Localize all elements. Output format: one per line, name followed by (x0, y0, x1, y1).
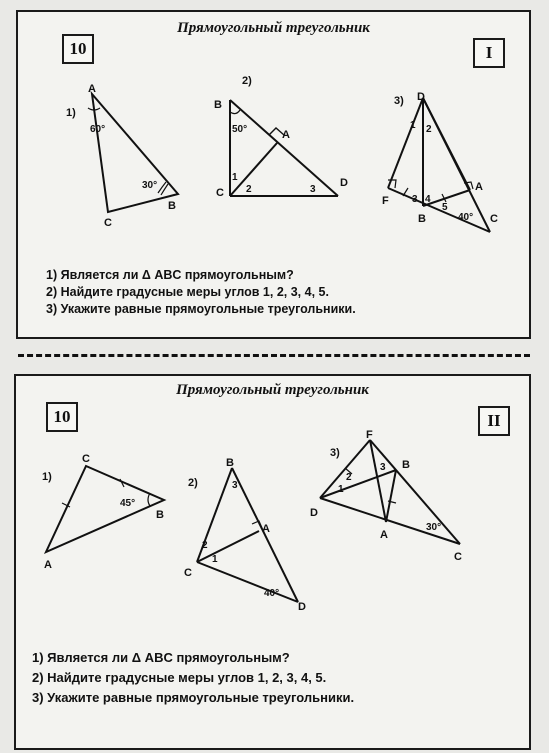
angle-value: 30° (426, 522, 442, 533)
question-2: 2) Найдите градусные меры углов 1, 2, 3, 4, 5. (46, 285, 329, 299)
figure-2-triangle (184, 457, 306, 613)
label-C: C (104, 217, 112, 229)
angle-1: 1 (232, 172, 238, 183)
figure-1-triangle (42, 453, 164, 571)
questions-list (32, 648, 354, 708)
figure-3-marker: 3) (330, 447, 340, 459)
cut-line-divider (18, 354, 530, 357)
label-C: C (490, 213, 498, 225)
figure-2-marker: 2) (242, 75, 252, 87)
angle-2: 2 (426, 124, 432, 135)
card-title: Прямоугольный треугольник (176, 382, 369, 398)
card-variant-1 (16, 10, 531, 339)
label-B: B (214, 99, 222, 111)
figure-3-diagram (310, 429, 462, 563)
angle-B-value: 30° (142, 180, 158, 191)
angle-2: 2 (346, 472, 352, 483)
label-D: D (310, 507, 318, 519)
angle-value: 45° (120, 498, 136, 509)
label-B: B (402, 459, 410, 471)
label-C: C (454, 551, 462, 563)
figure-2-triangle (214, 75, 348, 199)
angle-1: 1 (338, 484, 344, 495)
label-A: A (88, 83, 96, 95)
variant-box: I (473, 38, 505, 68)
variant-box: II (478, 406, 510, 436)
angle-value: 40° (458, 212, 474, 223)
questions-list (46, 267, 356, 318)
label-F: F (382, 195, 389, 207)
label-D: D (340, 177, 348, 189)
angle-3: 3 (380, 462, 386, 473)
figure-2-marker: 2) (188, 477, 198, 489)
label-D: D (298, 601, 306, 613)
task-number-box: 10 (46, 402, 78, 432)
label-C: C (216, 187, 224, 199)
label-B: B (156, 509, 164, 521)
task-number-box: 10 (62, 34, 94, 64)
label-D: D (417, 91, 425, 103)
angle-5: 5 (442, 202, 448, 213)
label-B: B (226, 457, 234, 469)
question-2: 2) Найдите градусные меры углов 1, 2, 3, 4, 5. (32, 670, 327, 685)
figure-1-marker: 1) (42, 471, 52, 483)
label-A: A (44, 559, 52, 571)
label-C: C (82, 453, 90, 465)
angle-1: 1 (212, 554, 218, 565)
label-A: A (380, 529, 388, 541)
angle-2: 2 (246, 184, 252, 195)
angle-3: 3 (412, 194, 418, 205)
label-F: F (366, 429, 373, 441)
angle-1: 1 (410, 120, 416, 131)
question-3: 3) Укажите равные прямоугольные треугольники. (32, 690, 355, 705)
question-3: 3) Укажите равные прямоугольные треугольники. (46, 302, 356, 316)
card-title: Прямоугольный треугольник (177, 20, 370, 36)
angle-3: 3 (232, 480, 238, 491)
angle-4: 4 (425, 194, 431, 205)
figure-3-marker: 3) (394, 95, 404, 107)
label-C: C (184, 567, 192, 579)
label-B: B (168, 200, 176, 212)
angle-A-value: 60° (90, 124, 106, 135)
label-A: A (262, 523, 270, 535)
angle-value: 40° (264, 588, 280, 599)
question-1: 1) Является ли Δ ABC прямоугольным? (46, 268, 294, 282)
angle-2: 2 (202, 540, 208, 551)
card-variant-2 (14, 374, 531, 750)
figure-3-diagram (382, 91, 498, 232)
label-A: A (282, 129, 290, 141)
angle-3: 3 (310, 184, 316, 195)
label-A: A (475, 181, 483, 193)
label-B: B (418, 213, 426, 225)
angle-value: 50° (232, 124, 248, 135)
question-1: 1) Является ли Δ ABC прямоугольным? (32, 650, 290, 665)
figure-1-triangle (66, 83, 178, 229)
figure-1-marker: 1) (66, 107, 76, 119)
